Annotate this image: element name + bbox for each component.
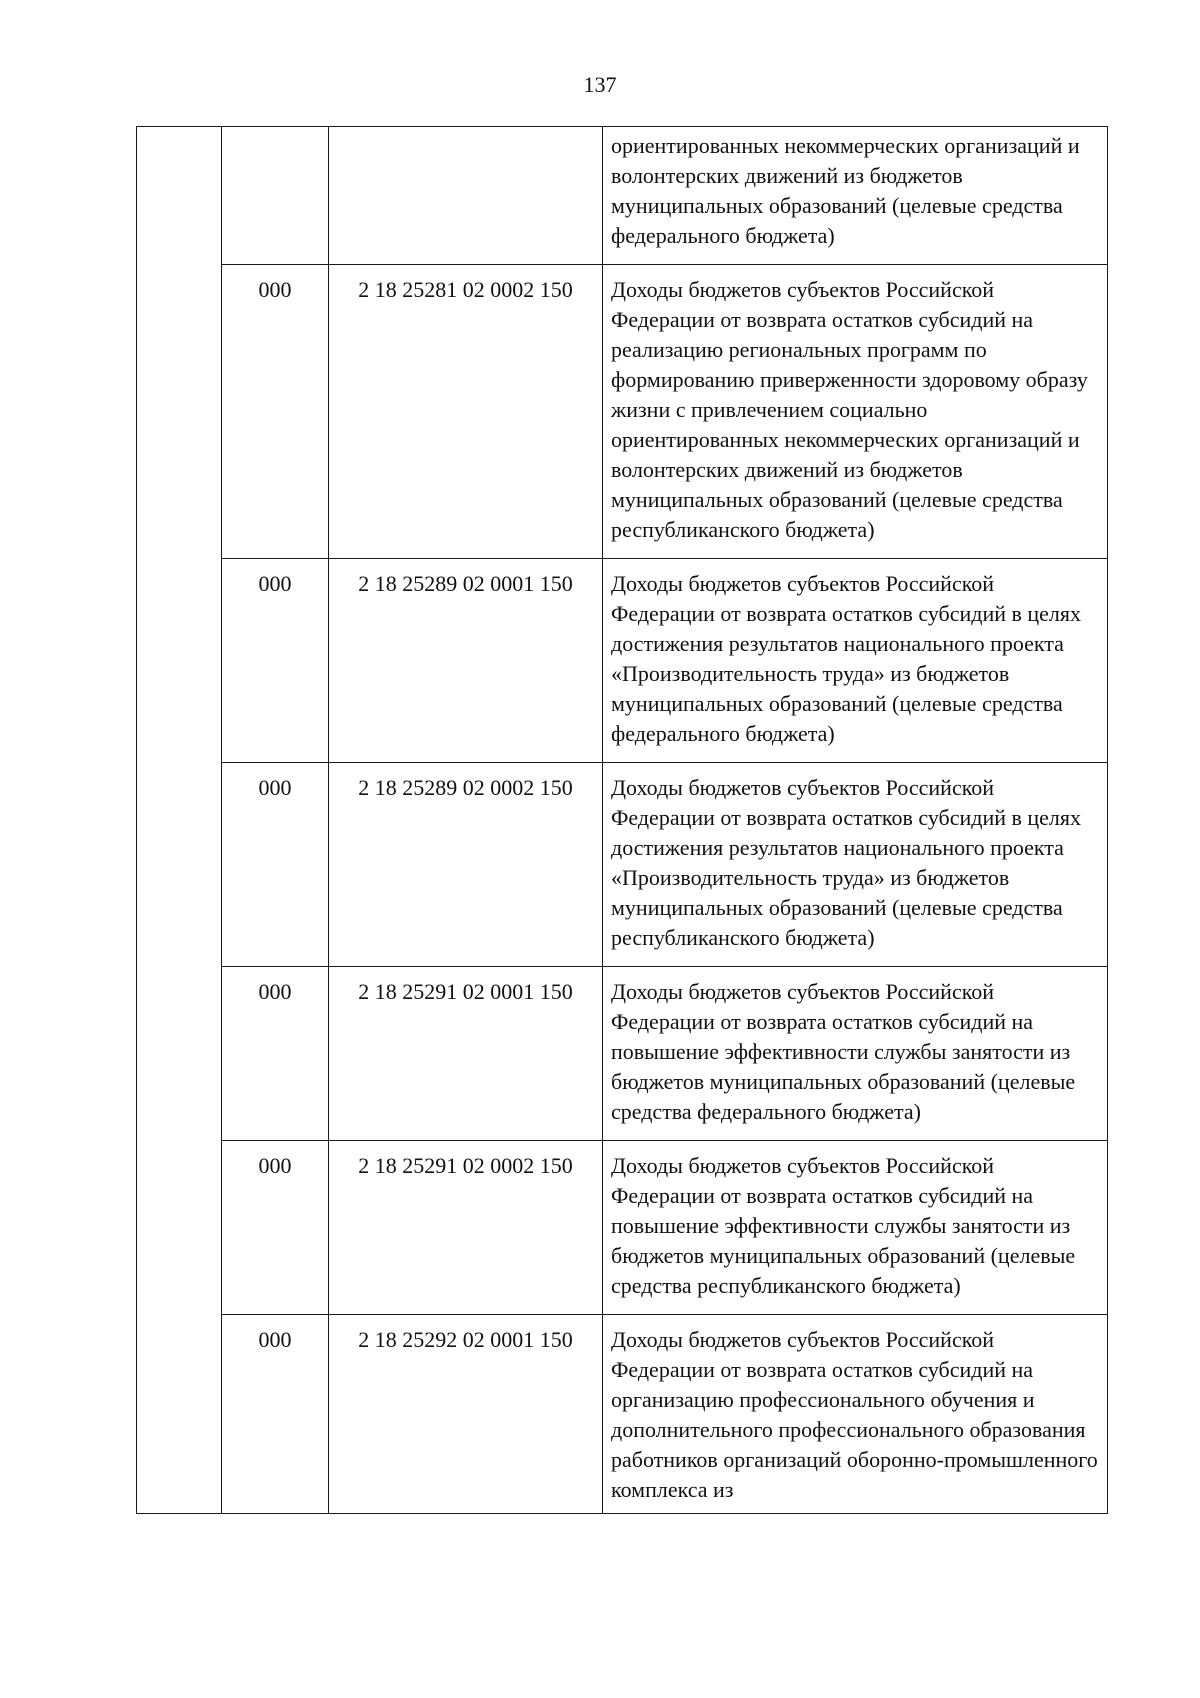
budget-codes-table — [136, 126, 1108, 1514]
table-cell-empty-column — [137, 127, 222, 1514]
admin-code-cell: 000 — [222, 1315, 329, 1514]
budget-code-cell: 2 18 25292 02 0001 150 — [329, 1315, 603, 1514]
admin-code-cell — [222, 127, 329, 265]
admin-code-cell: 000 — [222, 967, 329, 1141]
description-cell: Доходы бюджетов субъектов Российской Федерации от возврата остатков субсидий в целях достижения результатов национального проекта «Производительность труда» из бюджетов муниципальных образований (целевые средства федерального бюджета) — [603, 559, 1108, 763]
table-row — [137, 1315, 1108, 1514]
description-cell: Доходы бюджетов субъектов Российской Федерации от возврата остатков субсидий на повышение эффективности службы занятости из бюджетов муниципальных образований (целевые средства республиканского бюджета) — [603, 1141, 1108, 1315]
description-cell: ориентированных некоммерческих организаций и волонтерских движений из бюджетов муниципальных образований (целевые средства федерального бюджета) — [603, 127, 1108, 265]
budget-code-cell: 2 18 25291 02 0001 150 — [329, 967, 603, 1141]
admin-code-cell: 000 — [222, 559, 329, 763]
description-cell: Доходы бюджетов субъектов Российской Федерации от возврата остатков субсидий на реализацию региональных программ по формированию приверженности здоровому образу жизни с привлечением социально ориентированных некоммерческих организаций и волонтерских движений из бюджетов муниципальных образований (целевые средства республиканского бюджета) — [603, 265, 1108, 559]
table-row — [137, 265, 1108, 559]
admin-code-cell: 000 — [222, 763, 329, 967]
budget-code-cell — [329, 127, 603, 265]
admin-code-cell: 000 — [222, 1141, 329, 1315]
table-row — [137, 967, 1108, 1141]
budget-code-cell: 2 18 25281 02 0002 150 — [329, 265, 603, 559]
description-cell: Доходы бюджетов субъектов Российской Федерации от возврата остатков субсидий в целях достижения результатов национального проекта «Производительность труда» из бюджетов муниципальных образований (целевые средства республиканского бюджета) — [603, 763, 1108, 967]
page-number: 137 — [583, 72, 617, 97]
table-row — [137, 763, 1108, 967]
table-row — [137, 559, 1108, 763]
table-row — [137, 1141, 1108, 1315]
description-cell: Доходы бюджетов субъектов Российской Федерации от возврата остатков субсидий на организацию профессионального обучения и дополнительного профессионального образования работников организаций оборонно-промышленного комплекса из — [603, 1315, 1108, 1514]
budget-code-cell: 2 18 25289 02 0002 150 — [329, 763, 603, 967]
table-row — [137, 127, 1108, 265]
description-cell: Доходы бюджетов субъектов Российской Федерации от возврата остатков субсидий на повышение эффективности службы занятости из бюджетов муниципальных образований (целевые средства федерального бюджета) — [603, 967, 1108, 1141]
admin-code-cell: 000 — [222, 265, 329, 559]
budget-code-cell: 2 18 25291 02 0002 150 — [329, 1141, 603, 1315]
budget-code-cell: 2 18 25289 02 0001 150 — [329, 559, 603, 763]
